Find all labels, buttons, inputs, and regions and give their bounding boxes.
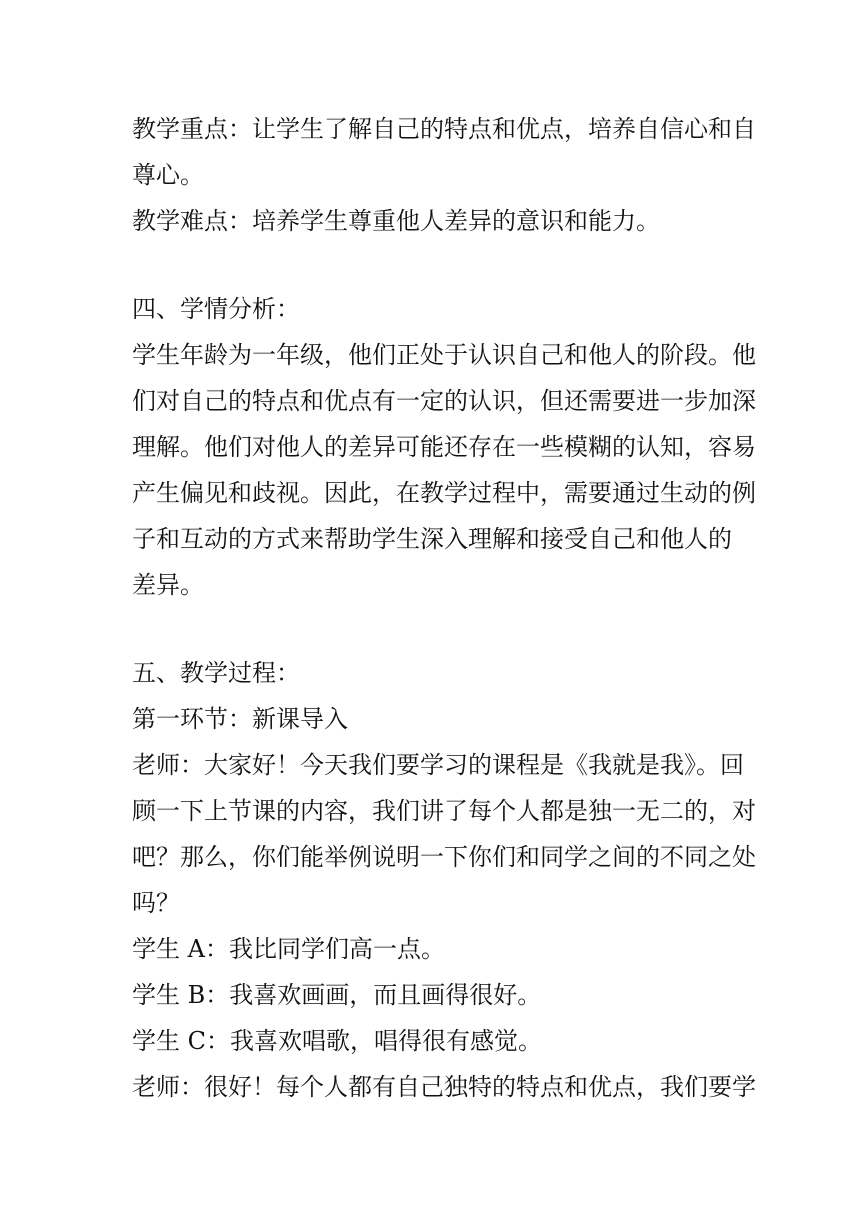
dialogue-line: 学生 C：我喜欢唱歌，唱得很有感觉。 [132,1027,542,1055]
section-heading: 五、教学过程： [132,659,300,687]
dialogue-line: 吗？ [132,889,180,917]
dialogue-line: 老师：很好！每个人都有自己独特的特点和优点，我们要学 [132,1073,756,1101]
text-line: 子和互动的方式来帮助学生深入理解和接受自己和他人的 [132,525,732,553]
dialogue-line: 老师：大家好！今天我们要学习的课程是《我就是我》。回 [132,751,744,779]
text-line: 理解。他们对他人的差异可能还存在一些模糊的认知，容易 [132,433,756,461]
section-heading: 四、学情分析： [132,295,300,323]
text-line: 们对自己的特点和优点有一定的认识，但还需要进一步加深 [132,387,756,415]
paragraph-gap [132,608,732,650]
dialogue-line: 学生 B：我喜欢画画，而且画得很好。 [132,981,542,1009]
text-line: 学生年龄为一年级，他们正处于认识自己和他人的阶段。他 [132,341,756,369]
text-line: 产生偏见和歧视。因此，在教学过程中，需要通过生动的例 [132,479,756,507]
paragraph-gap [132,244,732,286]
text-line: 教学难点：培养学生尊重他人差异的意识和能力。 [132,207,660,235]
subheading: 第一环节：新课导入 [132,705,348,733]
dialogue-line: 吧？那么，你们能举例说明一下你们和同学之间的不同之处 [132,843,756,871]
document-body [132,106,756,1110]
text-line: 差异。 [132,571,204,599]
text-line: 尊心。 [132,161,204,189]
dialogue-line: 顾一下上节课的内容，我们讲了每个人都是独一无二的，对 [132,797,756,825]
text-line: 教学重点：让学生了解自己的特点和优点，培养自信心和自 [132,115,756,143]
dialogue-line: 学生 A：我比同学们高一点。 [132,935,445,963]
